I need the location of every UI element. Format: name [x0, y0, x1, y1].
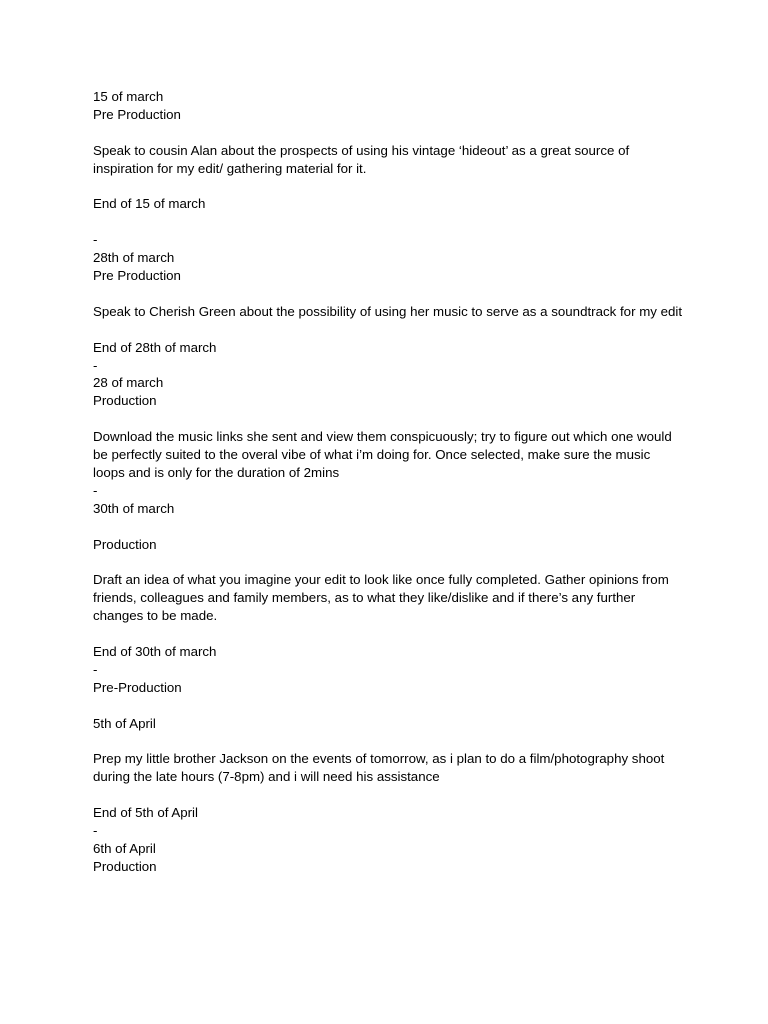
entry-end: End of 28th of march	[93, 339, 217, 355]
separator: -	[93, 661, 98, 677]
entry-phase: Pre Production	[93, 268, 181, 284]
separator: -	[93, 482, 98, 498]
entry-phase: Pre-Production	[93, 679, 182, 695]
separator: -	[93, 822, 98, 838]
entry-body: Speak to cousin Alan about the prospects of using his vintage ‘hideout’ as a great source of inspiration for my edit/ gathering material for it.	[93, 142, 630, 176]
entry-phase: Production	[93, 858, 157, 874]
entry-date: 28 of march	[93, 375, 164, 391]
separator: -	[93, 357, 98, 373]
entry-end: End of 5th of April	[93, 805, 198, 821]
entry-phase: Production	[93, 536, 157, 552]
entry-date: 28th of march	[93, 250, 175, 266]
entry-body: Prep my little brother Jackson on the events of tomorrow, as i plan to do a film/photography shoot during the late hours (7-8pm) and i will need his assistance	[93, 751, 665, 785]
document-page	[93, 88, 683, 876]
entry-end: End of 15 of march	[93, 196, 206, 212]
entry-body: Download the music links she sent and view them conspicuously; try to figure out which one would be perfectly suited to the overal vibe of what i’m doing for. Once selected, make sure the music loops and is only for the duration of 2mins	[93, 429, 672, 480]
entry-phase: Pre Production	[93, 106, 181, 122]
entry-date: 5th of April	[93, 715, 156, 731]
entry-date: 30th of march	[93, 500, 175, 516]
separator: -	[93, 232, 98, 248]
entry-end: End of 30th of march	[93, 643, 217, 659]
entry-date: 6th of April	[93, 840, 156, 856]
entry-body: Draft an idea of what you imagine your edit to look like once fully completed. Gather opinions from friends, colleagues and family members, as to what they like/dislike and if there’s any further changes to be made.	[93, 572, 669, 624]
entry-phase: Production	[93, 393, 157, 409]
entry-body: Speak to Cherish Green about the possibility of using her music to serve as a soundtrack for my edit	[93, 303, 683, 319]
entry-date: 15 of march	[93, 89, 164, 104]
